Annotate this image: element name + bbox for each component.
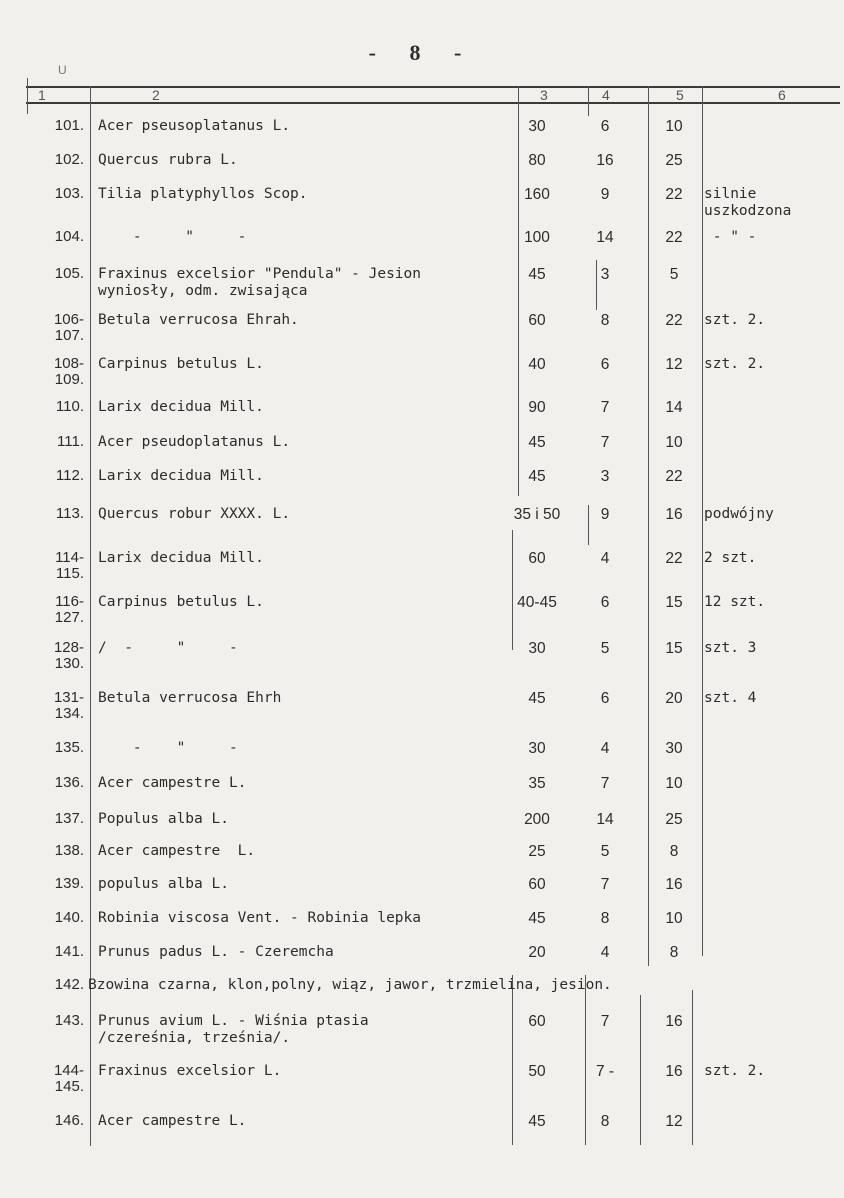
- row-col5: 8: [669, 843, 679, 860]
- col-header-1: 1: [38, 87, 46, 103]
- row-col4: 6: [600, 356, 610, 373]
- row-col4: 14: [596, 229, 614, 246]
- row-col5: 16: [665, 876, 683, 893]
- row-col5: 25: [665, 152, 683, 169]
- row-number: 142.: [54, 976, 84, 993]
- row-col4: 9: [600, 506, 610, 523]
- row-number: 137.: [54, 810, 84, 827]
- row-col4: 6: [600, 594, 610, 611]
- row-col5: 16: [665, 1063, 683, 1080]
- row-col4: 4: [600, 550, 610, 567]
- column-rule: [27, 78, 28, 114]
- row-col5: 20: [665, 690, 683, 707]
- col-header-3: 3: [540, 87, 548, 103]
- row-species: / - " -: [98, 640, 238, 656]
- row-species: Larix decidua Mill.: [98, 468, 264, 484]
- row-number: 112.: [55, 467, 84, 484]
- row-col4: 4: [600, 944, 610, 961]
- row-remarks: szt. 2.: [704, 312, 766, 328]
- row-species: Quercus robur XXXX. L.: [98, 506, 291, 522]
- row-col4: 7 -: [595, 1063, 615, 1080]
- row-col4: 5: [600, 640, 610, 657]
- row-col3: 30: [528, 118, 546, 135]
- row-number: 128- 130.: [53, 639, 84, 672]
- row-species: Populus alba L.: [98, 811, 229, 827]
- row-col4: 8: [600, 1113, 610, 1130]
- row-col4: 3: [600, 266, 610, 283]
- column-rule: [588, 86, 589, 116]
- row-species: Prunus avium L. - Wiśnia ptasia /czereśnia, trześnia/.: [98, 1013, 369, 1046]
- row-col3: 60: [528, 312, 546, 329]
- row-number: 101.: [54, 117, 84, 134]
- row-col5: 14: [665, 399, 683, 416]
- row-species: Acer campestre L.: [98, 775, 247, 791]
- row-col3: 45: [528, 690, 546, 707]
- row-col3: 40: [528, 356, 546, 373]
- row-species: Larix decidua Mill.: [98, 550, 264, 566]
- row-remarks: szt. 4: [704, 690, 757, 706]
- row-remarks: 12 szt.: [704, 594, 766, 610]
- row-col5: 16: [665, 1013, 683, 1030]
- row-col5: 15: [665, 594, 683, 611]
- page-number: - 8 -: [368, 40, 476, 65]
- row-species: Acer pseusoplatanus L.: [98, 118, 291, 134]
- row-col3: 60: [528, 876, 546, 893]
- row-col4: 7: [600, 1013, 610, 1030]
- row-remarks: 2 szt.: [704, 550, 757, 566]
- row-col3: 160: [524, 186, 550, 203]
- row-number: 135.: [54, 739, 84, 756]
- row-col5: 30: [665, 740, 683, 757]
- row-number: 108- 109.: [53, 355, 84, 388]
- row-col5: 12: [665, 1113, 683, 1130]
- row-col3: 60: [528, 550, 546, 567]
- row-species: - " -: [98, 229, 247, 245]
- row-col5: 12: [665, 356, 683, 373]
- column-rule: [702, 86, 703, 956]
- row-species: Larix decidua Mill.: [98, 399, 264, 415]
- row-col3: 50: [528, 1063, 546, 1080]
- row-number: 139.: [54, 875, 84, 892]
- row-col4: 8: [600, 312, 610, 329]
- row-number: 143.: [54, 1012, 84, 1029]
- row-species: Prunus padus L. - Czeremcha: [98, 944, 334, 960]
- row-col5: 8: [669, 944, 679, 961]
- row-col3: 60: [528, 1013, 546, 1030]
- row-col5: 22: [665, 468, 683, 485]
- row-col3: 45: [528, 266, 546, 283]
- row-col4: 7: [600, 434, 610, 451]
- row-col4: 8: [600, 910, 610, 927]
- header-bottom-rule: [26, 102, 840, 104]
- row-col4: 7: [600, 876, 610, 893]
- row-col4: 7: [600, 399, 610, 416]
- row-remarks: szt. 2.: [704, 1063, 766, 1079]
- row-species: populus alba L.: [98, 876, 229, 892]
- row-col4: 3: [600, 468, 610, 485]
- row-col4: 4: [600, 740, 610, 757]
- row-col4: 16: [596, 152, 614, 169]
- row-col3: 45: [528, 468, 546, 485]
- row-species: Tilia platyphyllos Scop.: [98, 186, 308, 202]
- row-species: Fraxinus excelsior L.: [98, 1063, 282, 1079]
- row-col4: 14: [596, 811, 614, 828]
- col-header-2: 2: [152, 87, 160, 103]
- row-col4: 5: [600, 843, 610, 860]
- row-col5: 22: [665, 229, 683, 246]
- row-number: 146.: [54, 1112, 84, 1129]
- row-species: Acer pseudoplatanus L.: [98, 434, 291, 450]
- row-remarks: szt. 3: [704, 640, 757, 656]
- row-number: 131- 134.: [53, 689, 84, 722]
- row-species: Acer campestre L.: [98, 843, 256, 859]
- row-col3: 40-45: [517, 594, 557, 611]
- row-col3: 80: [528, 152, 546, 169]
- row-number: 140.: [54, 909, 84, 926]
- row-number: 106- 107.: [53, 311, 84, 344]
- row-col5: 25: [665, 811, 683, 828]
- row-col3: 35 i 50: [513, 506, 561, 523]
- row-species: - " -: [98, 740, 238, 756]
- row-col3: 45: [528, 910, 546, 927]
- row-number: 141.: [54, 943, 84, 960]
- row-col5: 10: [665, 434, 683, 451]
- row-number: 113.: [55, 505, 84, 522]
- row-col4: 7: [600, 775, 610, 792]
- row-species: Acer campestre L.: [98, 1113, 247, 1129]
- row-col3: 200: [524, 811, 550, 828]
- corner-mark: U: [58, 63, 67, 77]
- row-col3: 45: [528, 434, 546, 451]
- row-col4: 6: [600, 690, 610, 707]
- row-number: 111.: [57, 433, 84, 450]
- row-number: 105.: [54, 265, 84, 282]
- row-col5: 16: [665, 506, 683, 523]
- row-col4: 9: [600, 186, 610, 203]
- row-remarks: - " -: [704, 229, 757, 245]
- row-number: 116- 127.: [54, 593, 84, 626]
- column-rule: [648, 86, 649, 966]
- row-remarks: silnie uszkodzona: [704, 186, 792, 219]
- row-remarks: podwójny: [704, 506, 774, 522]
- row-remarks: szt. 2.: [704, 356, 766, 372]
- row-species: Carpinus betulus L.: [98, 594, 264, 610]
- row-species: Fraxinus excelsior "Pendula" - Jesion wyniosły, odm. zwisająca: [98, 266, 422, 299]
- row-number: 144- 145.: [53, 1062, 84, 1095]
- row-col3: 35: [528, 775, 546, 792]
- row-species: Robinia viscosa Vent. - Robinia lepka: [98, 910, 422, 926]
- row-col5: 22: [665, 186, 683, 203]
- row-col3: 20: [528, 944, 546, 961]
- row-number: 136.: [54, 774, 84, 791]
- row-col5: 15: [665, 640, 683, 657]
- column-rule: [640, 995, 641, 1145]
- header-top-rule: [26, 86, 840, 88]
- row-species-list: Bzowina czarna, klon,polny, wiąz, jawor, trzmielina, jesion.: [88, 977, 612, 993]
- row-col3: 90: [528, 399, 546, 416]
- row-number: 102.: [54, 151, 84, 168]
- row-species: Quercus rubra L.: [98, 152, 238, 168]
- row-col5: 22: [665, 312, 683, 329]
- col-header-6: 6: [778, 87, 786, 103]
- row-col5: 10: [665, 775, 683, 792]
- row-col3: 100: [524, 229, 550, 246]
- col-header-5: 5: [676, 87, 684, 103]
- row-col3: 45: [528, 1113, 546, 1130]
- row-number: 110.: [55, 398, 84, 415]
- row-species: Betula verrucosa Ehrah.: [98, 312, 299, 328]
- row-number: 103.: [54, 185, 84, 202]
- row-col3: 30: [528, 640, 546, 657]
- row-species: Betula verrucosa Ehrh: [98, 690, 282, 706]
- row-number: 114- 115.: [55, 549, 84, 582]
- row-col5: 5: [669, 266, 679, 283]
- row-col3: 25: [528, 843, 546, 860]
- row-col4: 6: [600, 118, 610, 135]
- column-rule: [512, 530, 513, 650]
- row-col5: 10: [665, 910, 683, 927]
- row-number: 138.: [54, 842, 84, 859]
- row-number: 104.: [54, 228, 84, 245]
- row-col3: 30: [528, 740, 546, 757]
- row-col5: 10: [665, 118, 683, 135]
- row-species: Carpinus betulus L.: [98, 356, 264, 372]
- row-col5: 22: [665, 550, 683, 567]
- col-header-4: 4: [602, 87, 610, 103]
